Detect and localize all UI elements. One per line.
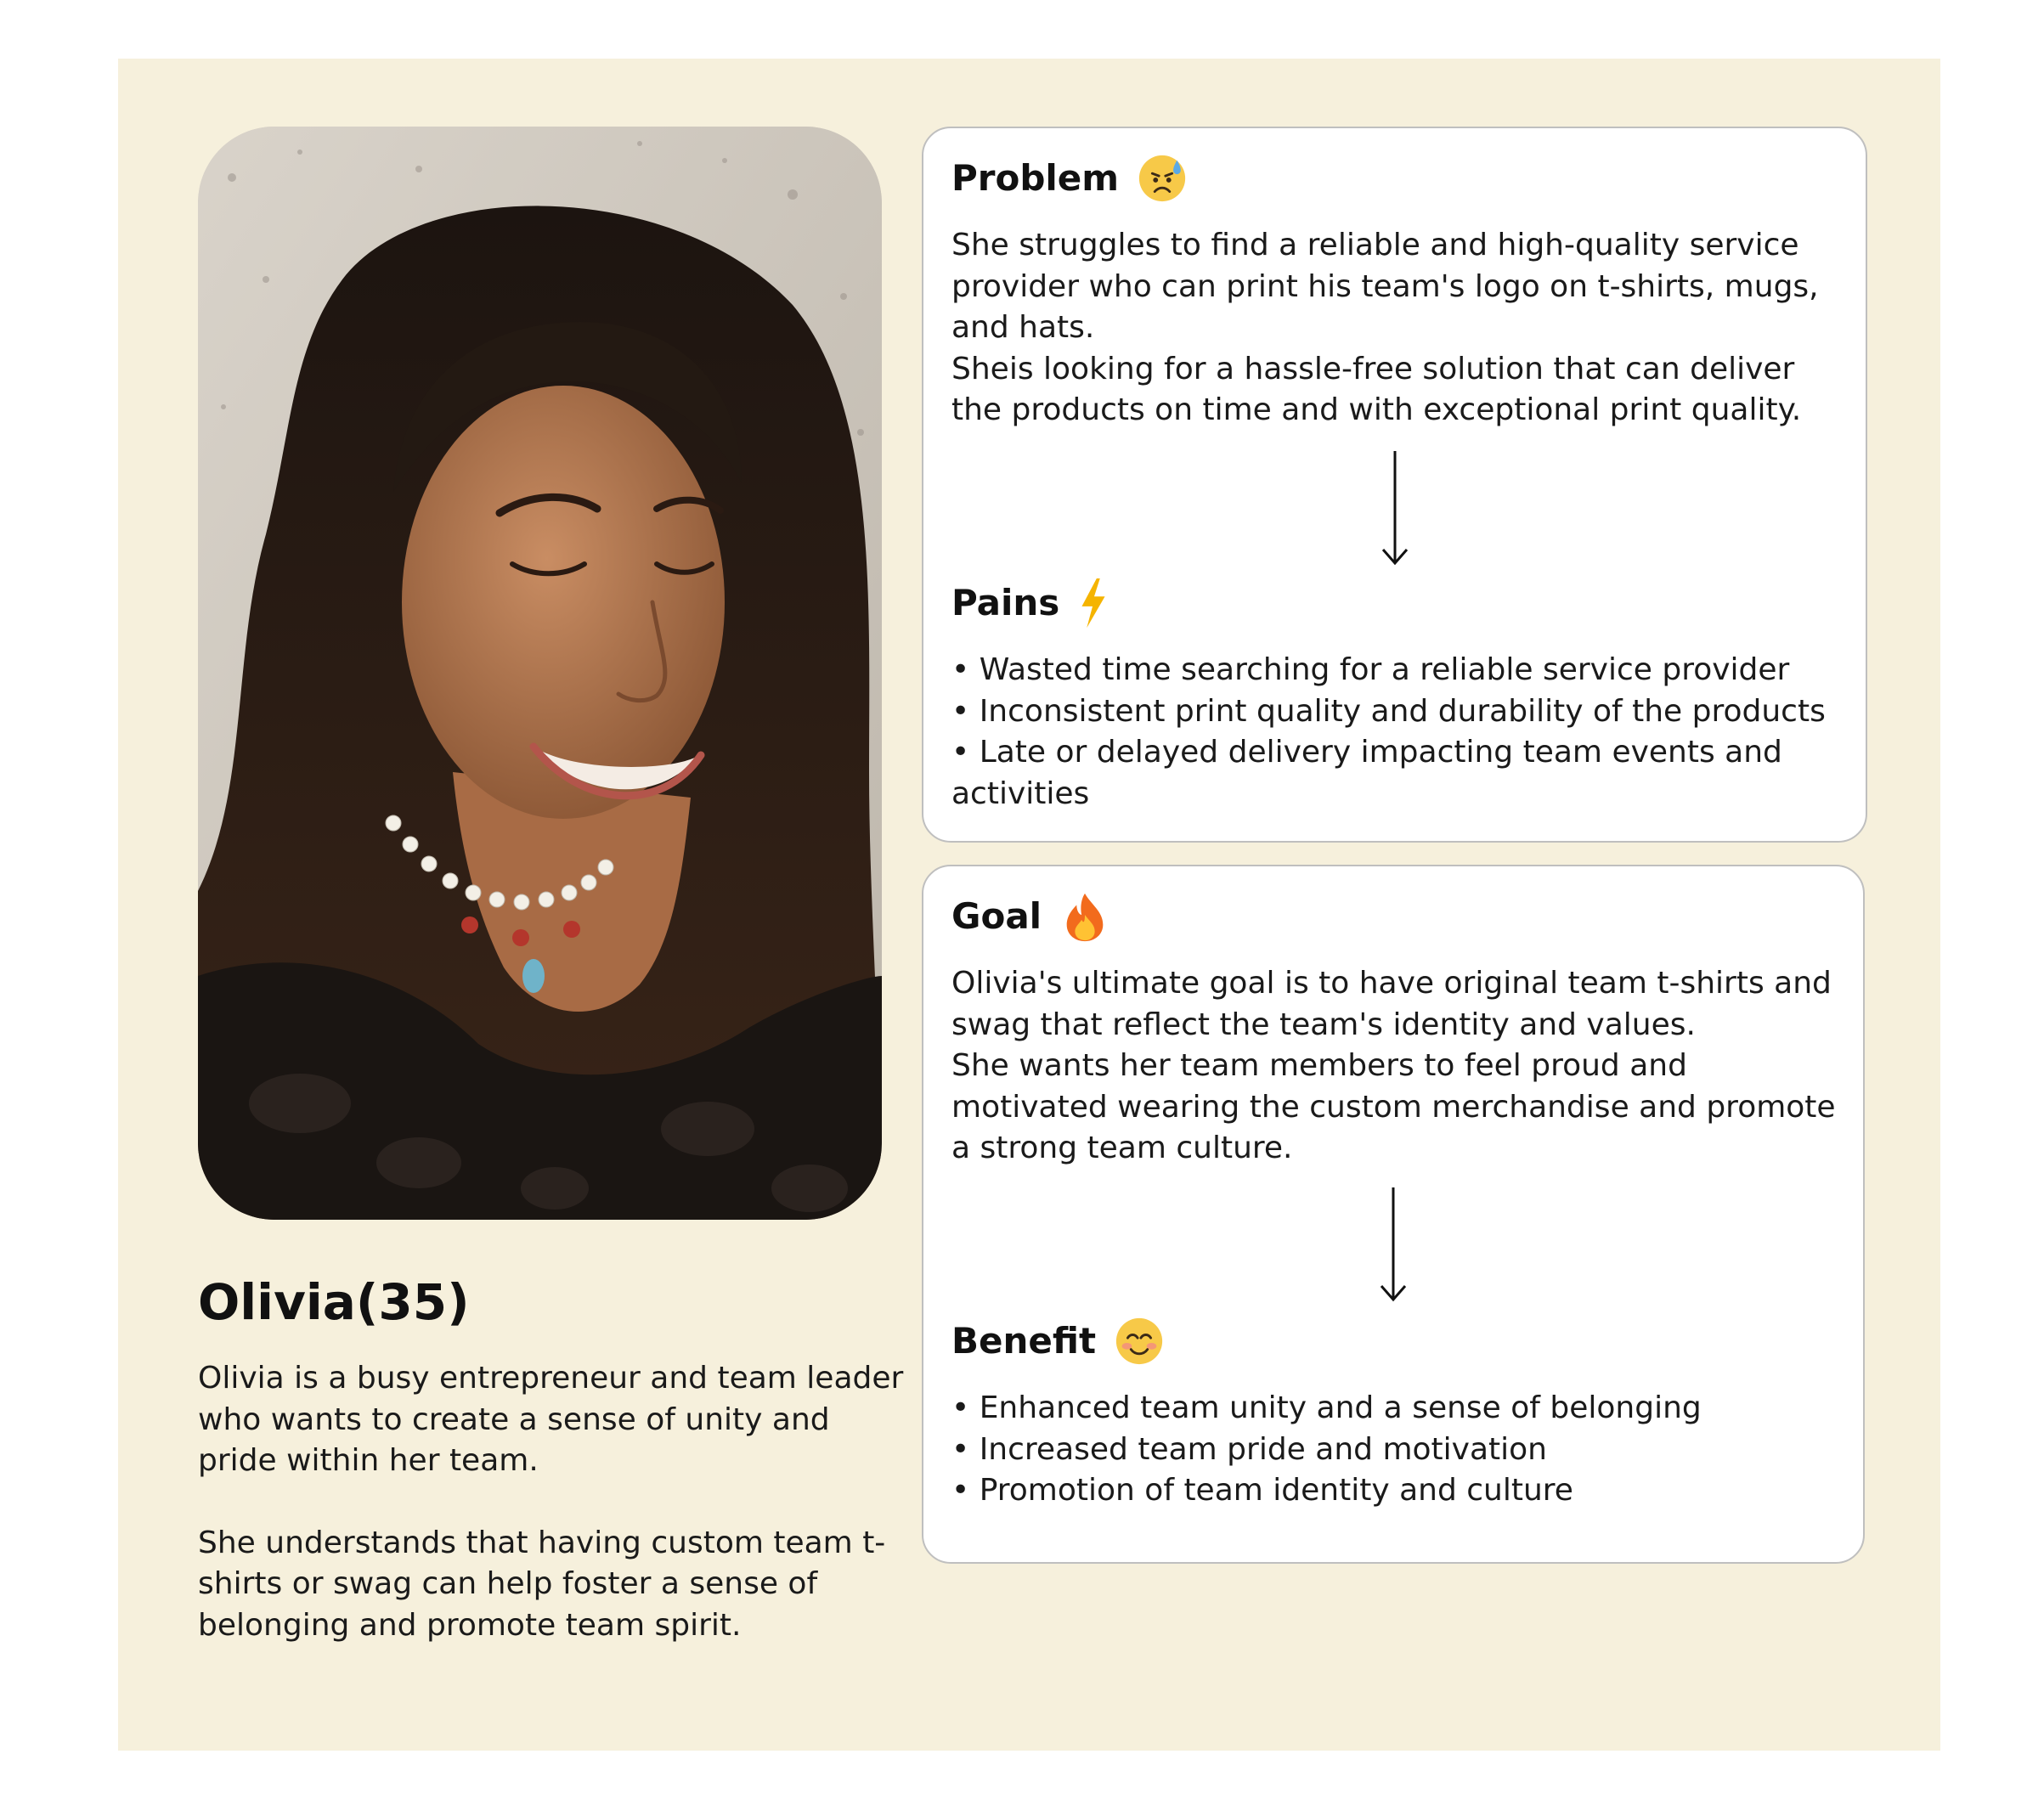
goal-text [951,963,1838,1170]
benefit-section [951,1315,1838,1512]
goal-paragraph: She wants her team members to feel proud and motivated wearing the custom merchandise and promote a strong team culture. [951,1048,1836,1165]
benefit-list-item: • Enhanced team unity and a sense of belonging [951,1388,1838,1430]
persona-description-paragraph: Olivia is a busy entrepreneur and team leader who wants to create a sense of unity and pride within her team. [198,1361,904,1478]
lightning-bolt-icon [1076,577,1110,629]
problem-paragraph: She struggles to find a reliable and high-quality service provider who can print his team's logo on t-shirts, mugs, and hats. [951,228,1819,345]
pains-list [951,650,1840,815]
persona-description [198,1358,912,1687]
persona-canvas [118,59,1940,1751]
down-arrow-icon [1380,449,1410,568]
smiling-face-icon [1113,1315,1166,1368]
goal-paragraph: Olivia's ultimate goal is to have original team t-shirts and swag that reflect the team's identity and values. [951,966,1832,1042]
persona-name: Olivia(35) [198,1273,470,1331]
problem-section [951,152,1840,431]
sad-sweat-emoji-icon [1136,152,1189,205]
benefit-list [951,1388,1838,1512]
persona-photo [198,127,882,1220]
benefit-title: Benefit [951,1319,1097,1362]
benefit-list-item: • Increased team pride and motivation [951,1430,1838,1471]
goal-benefit-card [922,865,1865,1564]
problem-paragraph: Sheis looking for a hassle-free solution that can deliver the products on time and with exceptional print quality. [951,351,1802,427]
goal-section [951,890,1838,1170]
fire-icon [1059,890,1111,943]
problem-title: Problem [951,156,1120,199]
pains-title: Pains [951,581,1060,623]
pains-section [951,577,1840,815]
problem-text [951,225,1840,431]
goal-title: Goal [951,894,1042,937]
benefit-list-item: • Promotion of team identity and culture [951,1470,1838,1512]
problem-pains-card [922,127,1867,843]
pains-list-item: • Inconsistent print quality and durability of the products [951,691,1840,733]
persona-description-paragraph: She understands that having custom team t-shirts or swag can help foster a sense of belonging and promote team spirit. [198,1525,886,1643]
down-arrow-icon [1378,1186,1409,1305]
pains-list-item: • Late or delayed delivery impacting team events and activities [951,732,1840,815]
pains-list-item: • Wasted time searching for a reliable service provider [951,650,1840,691]
